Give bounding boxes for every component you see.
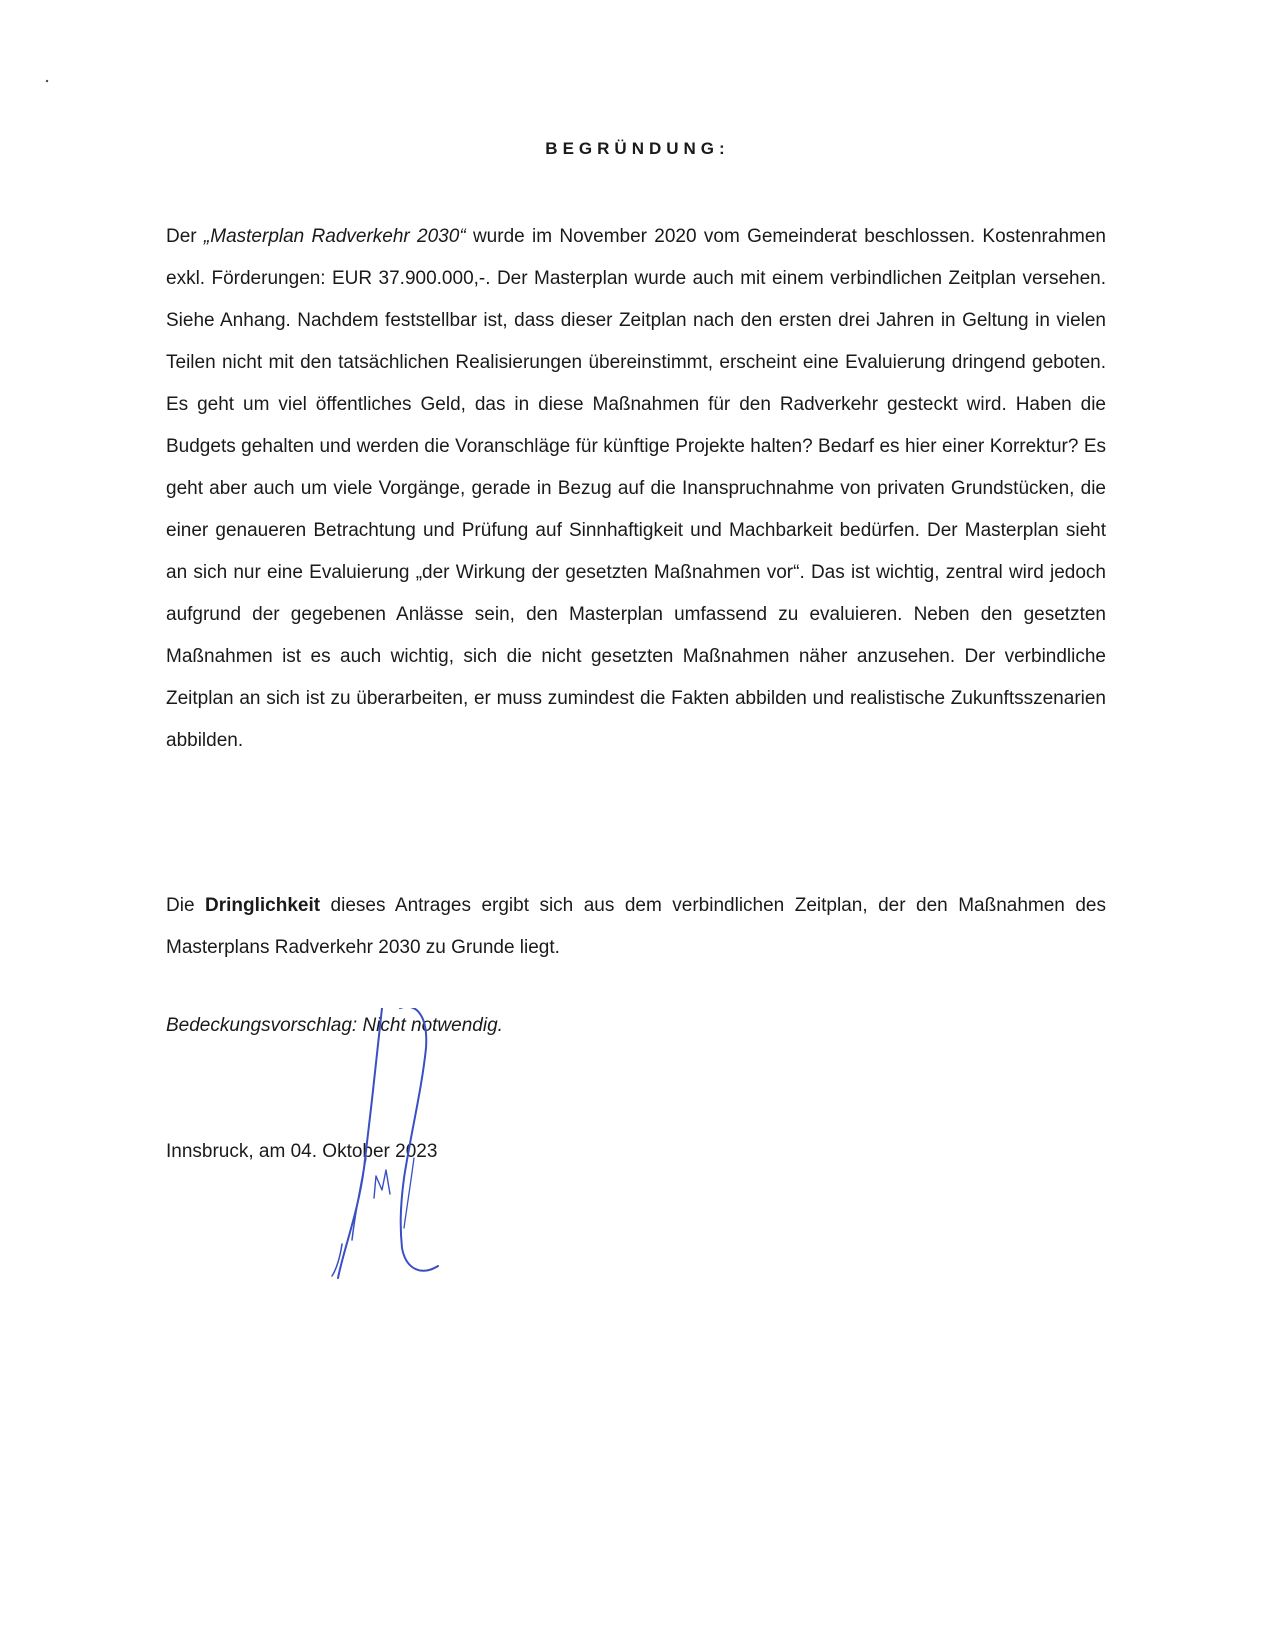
urgency-text-start: Die [166, 895, 205, 916]
signature-stroke [374, 1170, 390, 1198]
paragraph-text-start: Der [166, 226, 204, 247]
justification-paragraph [166, 216, 1106, 762]
masterplan-title: „Masterplan Radverkehr 2030“ [203, 226, 466, 247]
section-heading: BEGRÜNDUNG: [545, 139, 730, 158]
handwritten-signature [330, 1008, 470, 1298]
urgency-text-rest: dieses Antrages ergibt sich aus dem verbindlichen Zeitplan, der den Maßnahmen des Masterplans Radverkehr 2030 zu Grunde liegt. [166, 895, 1106, 958]
urgency-paragraph [166, 885, 1106, 969]
scan-speck [46, 80, 49, 83]
signature-stroke [352, 1158, 366, 1240]
signature-stroke [400, 1008, 438, 1271]
coverage-proposal: Bedeckungsvorschlag: Nicht notwendig. [166, 1015, 503, 1036]
urgency-keyword: Dringlichkeit [205, 895, 321, 916]
paragraph-text-rest: wurde im November 2020 vom Gemeinderat beschlossen. Kostenrahmen exkl. Förderungen: EUR 37.900.000,-. Der Masterplan wurde auch mit einem verbindlichen Zeitplan versehen. Siehe Anhang. Nachdem feststellbar ist, dass dieser Zeitplan nach den ersten drei Jahren in Geltung in vielen Teilen nicht mit den tatsächlichen Realisierungen übereinstimmt, erscheint eine Evaluierung dringend geboten. Es geht um viel öffentliches Geld, das in diese Maßnahmen für den Radverkehr gesteckt wird. Haben die Budgets gehalten und werden die Voranschläge für künftige Projekte halten? Bedarf es hier einer Korrektur? Es geht aber auch um viele Vorgänge, gerade in Bezug auf die Inanspruchnahme von privaten Grundstücken, die einer genaueren Betrachtung und Prüfung auf Sinnhaftigkeit und Machbarkeit bedürfen. Der Masterplan sieht an sich nur eine Evaluierung „der Wirkung der gesetzten Maßnahmen vor“. Das ist wichtig, zentral wird jedoch aufgrund der gegebenen Anlässe sein, den Masterplan umfassend zu evaluieren. Neben den gesetzten Maßnahmen ist es auch wichtig, sich die nicht gesetzten Maßnahmen näher anzusehen. Der verbindliche Zeitplan an sich ist zu überarbeiten, er muss zumindest die Fakten abbilden und realistische Zukunftsszenarien abbilden. [166, 226, 1106, 751]
signature-stroke [338, 1008, 382, 1278]
place-and-date: Innsbruck, am 04. Oktober 2023 [166, 1141, 438, 1162]
